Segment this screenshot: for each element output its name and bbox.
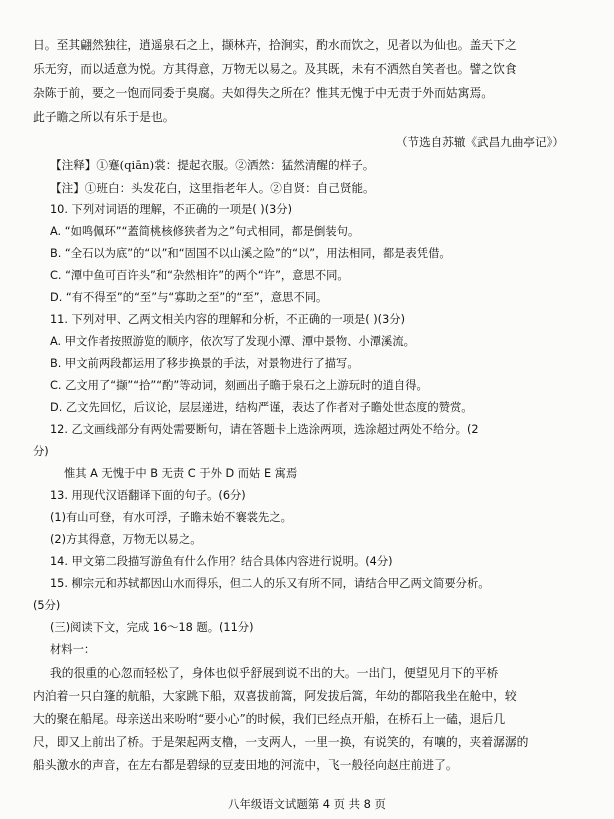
question-13-item-1: (1)有山可登，有水可浮，子瞻未始不褰裳先之。 bbox=[50, 511, 292, 524]
option-a: A. “如鸣佩环”“蓋简桃核修狭者为之”句式相同，都是倒装句。 bbox=[50, 225, 360, 238]
material-line: 大的聚在船尾。母亲送出来吩咐“要小心”的时候，我们已经点开船，在桥石上一磕，退后几 bbox=[33, 712, 506, 726]
passage-line: 此子瞻之所以有乐于是也。 bbox=[33, 110, 175, 124]
option-d: D. “有不得至”的“至”与“寡助之至”的“至”，意思不同。 bbox=[50, 291, 328, 304]
section-three-heading: (三)阅读下文，完成 16～18 题。(11分) bbox=[50, 621, 254, 634]
material-line: 我的很重的心忽而轻松了，身体也似乎舒展到说不出的大。一出门，便望见月下的平桥 bbox=[50, 666, 499, 680]
question-14: 14. 甲文第二段描写游鱼有什么作用？结合具体内容进行说明。(4分) bbox=[50, 555, 393, 568]
passage-line: 杂陈于前，要之一饱而同委于臭腐。夫如得失之所在？惟其无愧于中无责于外而姑寓焉。 bbox=[33, 86, 494, 100]
question-12-score: 分) bbox=[33, 445, 49, 458]
question-15: 15. 柳宗元和苏轼都因山水而得乐，但二人的乐又有所不同，请结合甲乙两文简要分析。 bbox=[50, 577, 490, 590]
option-c: C. “潭中鱼可百许头”和“杂然相许”的两个“许”，意思不同。 bbox=[50, 269, 349, 282]
option-d: D. 乙文先回忆，后议论，层层递进，结构严谨，表达了作者对子瞻处世态度的赞赏。 bbox=[50, 401, 473, 414]
passage-source: （节选自苏辙《武昌九曲亭记》） bbox=[395, 135, 564, 149]
annotation-note: 【注释】①蹇(qiān)裳：提起衣服。②洒然：猛然清醒的样子。 bbox=[50, 158, 375, 172]
question-12-sentence: 惟其 A 无愧于中 B 无责 C 于外 D 而姑 E 寓焉 bbox=[64, 467, 298, 480]
material-line: 内泊着一只白篷的航船，大家跳下船，双喜拔前篙，阿发拔后篙，年幼的都陪我坐在舱中，较 bbox=[33, 689, 517, 703]
question-15-score: (5分) bbox=[33, 599, 61, 612]
material-line: 尺，即又上前出了桥。于是架起两支橹，一支两人，一里一换，有说笑的，有嚷的，夹着潺潺的 bbox=[33, 735, 529, 749]
question-13-item-2: (2)方其得意，万物无以易之。 bbox=[50, 533, 202, 546]
option-a: A. 甲文作者按照游览的顺序，依次写了发现小潭、潭中景物、小潭溪流。 bbox=[50, 335, 415, 348]
passage-line: 日。至其翩然独往，逍遥泉石之上，撷林卉，拾涧实，酌水而饮之，见者以为仙也。盖天下之 bbox=[33, 38, 517, 52]
option-c: C. 乙文用了“撷”“拾”“酌”等动词，刻画出子瞻于泉石之上游玩时的逍自得。 bbox=[50, 379, 428, 392]
question-12: 12. 乙文画线部分有两处需要断句，请在答题卡上选涂两项，选涂超过两处不给分。(2 bbox=[50, 423, 479, 436]
annotation-note: 【注】①班白：头发花白，这里指老年人。②自贤：自己贤能。 bbox=[50, 181, 375, 195]
page-footer: 八年级语文试题第 4 页 共 8 页 bbox=[228, 797, 386, 811]
question-10: 10. 下列对词语的理解，不正确的一项是( )(3分) bbox=[50, 203, 293, 216]
question-11: 11. 下列对甲、乙两文相关内容的理解和分析，不正确的一项是( )(3分) bbox=[50, 313, 405, 326]
material-one-label: 材料一： bbox=[50, 643, 96, 656]
option-b: B. “全石以为底”的“以”和“固国不以山溪之险”的“以”，用法相同，都是表凭借。 bbox=[50, 247, 451, 260]
passage-line: 乐无穷，而以适意为悦。方其得意，万物无以易之。及其既，未有不洒然自笑者也。譬之饮食 bbox=[33, 62, 517, 76]
question-13: 13. 用现代汉语翻译下面的句子。(6分) bbox=[50, 489, 246, 502]
material-line: 船头激水的声音，在左右都是碧绿的豆麦田地的河流中，飞一般径向赵庄前进了。 bbox=[33, 758, 458, 772]
option-b: B. 甲文前两段都运用了移步换景的手法，对景物进行了描写。 bbox=[50, 357, 359, 370]
